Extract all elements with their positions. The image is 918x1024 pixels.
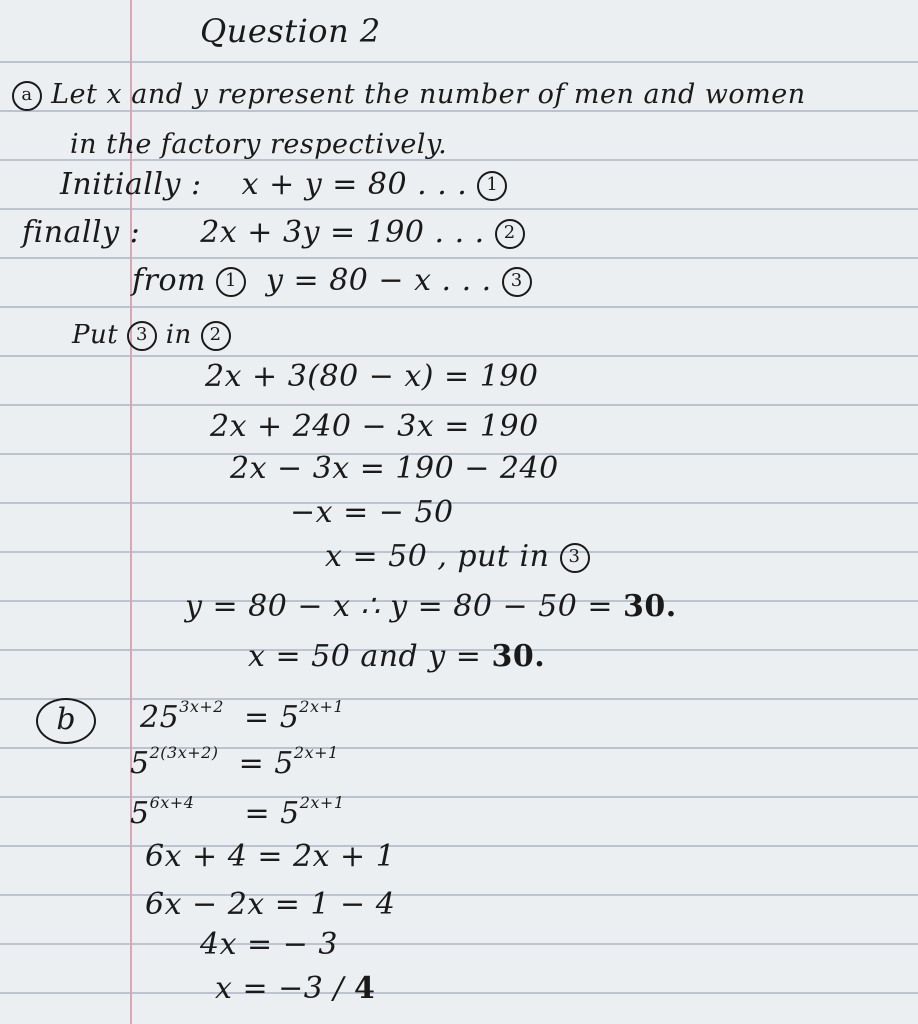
step-4: −x = − 50 xyxy=(290,495,454,530)
put-label: Put xyxy=(72,320,119,350)
b-line-3-base: 5 xyxy=(130,796,150,831)
final-value: 30. xyxy=(491,639,546,674)
b-line-7 xyxy=(215,972,375,1006)
b-line-1 xyxy=(140,694,344,735)
eq1-line xyxy=(60,168,507,202)
b-line-3-rhs: = 5 xyxy=(244,796,300,831)
x-result-ref: 3 xyxy=(560,543,590,573)
b-line-7-text: x = −3 / xyxy=(215,971,355,1006)
b-line-6: 4x = − 3 xyxy=(200,927,338,962)
put-ref-a: 3 xyxy=(127,321,157,351)
part-a-marker: a xyxy=(12,81,42,111)
b-line-1-exp: 3x+2 xyxy=(179,697,224,716)
put-ref-b: 2 xyxy=(201,321,231,351)
put-in: in xyxy=(165,320,192,350)
b-line-2-base: 5 xyxy=(130,746,150,781)
eq3: y = 80 − x . . . xyxy=(266,263,492,298)
put-line xyxy=(72,318,231,352)
eq2-ref: 2 xyxy=(495,219,525,249)
b-line-3 xyxy=(130,790,345,831)
part-b-marker: b xyxy=(36,698,96,744)
b-line-3-exp: 6x+4 xyxy=(149,793,195,812)
step-2: 2x + 240 − 3x = 190 xyxy=(210,409,539,444)
b-line-1-rhs-exp: 2x+1 xyxy=(299,697,345,716)
y-line-value: 30. xyxy=(623,589,677,624)
b-line-4: 6x + 4 = 2x + 1 xyxy=(145,839,396,874)
eq1-ref: 1 xyxy=(477,171,507,201)
step-3: 2x − 3x = 190 − 240 xyxy=(230,451,559,486)
from-ref: 1 xyxy=(216,267,246,297)
b-line-5: 6x − 2x = 1 − 4 xyxy=(145,887,396,922)
b-line-2-rhs: = 5 xyxy=(238,746,294,781)
eq3-ref: 3 xyxy=(502,267,532,297)
part-a-intro-line-1 xyxy=(12,78,806,112)
eq2: 2x + 3y = 190 . . . xyxy=(200,215,485,250)
b-line-2-exp: 2(3x+2) xyxy=(149,743,219,762)
b-line-3-rhs-exp: 2x+1 xyxy=(299,793,345,812)
eq3-line xyxy=(132,264,532,298)
initially-label: Initially : xyxy=(60,167,202,202)
final-text: x = 50 and y = xyxy=(248,639,492,674)
from-label: from xyxy=(132,263,206,298)
y-line-text: y = 80 − x ∴ y = 80 − 50 = xyxy=(185,589,624,624)
eq1: x + y = 80 . . . xyxy=(241,167,468,202)
b-line-1-base: 25 xyxy=(140,700,180,735)
b-line-1-rhs: = 5 xyxy=(244,700,300,735)
b-line-2 xyxy=(130,740,339,781)
part-a-intro-1: Let x and y represent the number of men and women xyxy=(51,79,806,110)
x-result: x = 50 , put in xyxy=(325,539,550,574)
final-line xyxy=(248,640,545,674)
finally-label: finally : xyxy=(22,215,141,250)
step-1: 2x + 3(80 − x) = 190 xyxy=(205,359,539,394)
y-line xyxy=(185,590,677,624)
question-title: Question 2 xyxy=(200,12,381,50)
b-line-7-value: 4 xyxy=(354,971,376,1006)
part-a-intro-2: in the factory respectively. xyxy=(70,129,448,160)
b-line-2-rhs-exp: 2x+1 xyxy=(293,743,339,762)
eq2-line xyxy=(22,216,525,250)
x-result-line xyxy=(325,540,590,574)
